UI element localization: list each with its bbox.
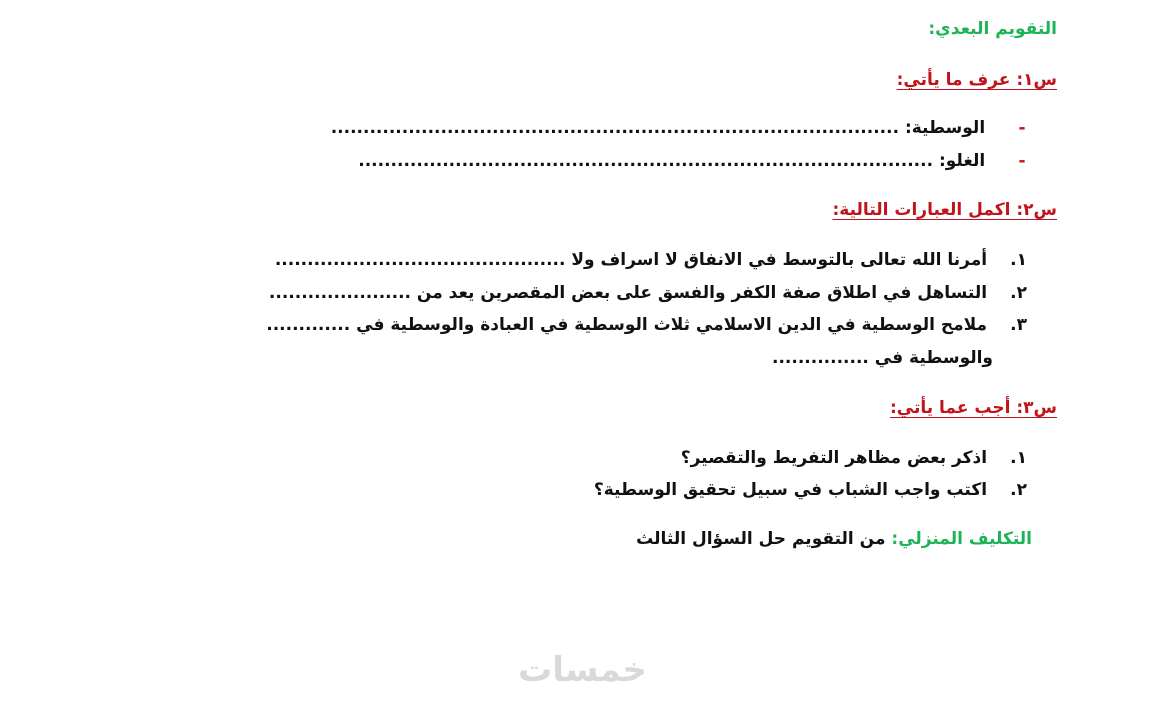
q2-item-2 — [269, 281, 1027, 305]
q2-item-3-continuation: والوسطية في ............... — [772, 348, 993, 368]
term-label: الغلو: — [938, 151, 986, 171]
q2-heading: س٢: اكمل العبارات التالية: — [832, 200, 1057, 220]
item-text: ملامح الوسطية في الدين الاسلامي ثلاث الوسطية في العبادة والوسطية في ............. — [266, 315, 988, 335]
homework-label: التكليف المنزلي: — [891, 529, 1032, 549]
q2-item-1 — [275, 248, 1027, 272]
item-number: ٢. — [1010, 480, 1027, 500]
answer-blank: ......................................................................................... — [358, 151, 934, 171]
item-text: اذكر بعض مظاهر التفريط والتقصير؟ — [680, 448, 988, 468]
q2-item-3 — [266, 313, 1027, 337]
dash-marker: - — [1018, 151, 1026, 171]
item-number: ٣. — [1010, 315, 1027, 335]
q1-item-2 — [358, 149, 1033, 173]
q3-heading: س٣: أجب عما يأتي: — [889, 398, 1057, 418]
term-label: الوسطية: — [904, 118, 986, 138]
answer-blank: ........................................................................................ — [330, 118, 900, 138]
item-text: التساهل في اطلاق صفة الكفر والفسق على بعض المقصرين يعد من ...................... — [268, 283, 988, 303]
homework-text: من التقويم حل السؤال الثالث — [636, 529, 886, 549]
item-text: أمرنا الله تعالى بالتوسط في الانفاق لا اسراف ولا ............................................. — [274, 250, 988, 270]
dash-marker: - — [1018, 118, 1026, 138]
item-number: ١. — [1010, 448, 1027, 468]
item-number: ١. — [1010, 250, 1027, 270]
item-number: ٢. — [1010, 283, 1027, 303]
q3-item-1 — [681, 446, 1027, 470]
item-text: اكتب واجب الشباب في سبيل تحقيق الوسطية؟ — [593, 480, 988, 500]
q3-item-2 — [594, 478, 1027, 502]
post-evaluation-title: التقويم البعدي: — [928, 19, 1057, 39]
homework-line — [636, 527, 1032, 551]
q1-item-1 — [331, 116, 1033, 140]
q1-heading: س١: عرف ما يأتي: — [896, 70, 1057, 90]
khamsat-watermark-logo: خمسات — [518, 650, 647, 690]
